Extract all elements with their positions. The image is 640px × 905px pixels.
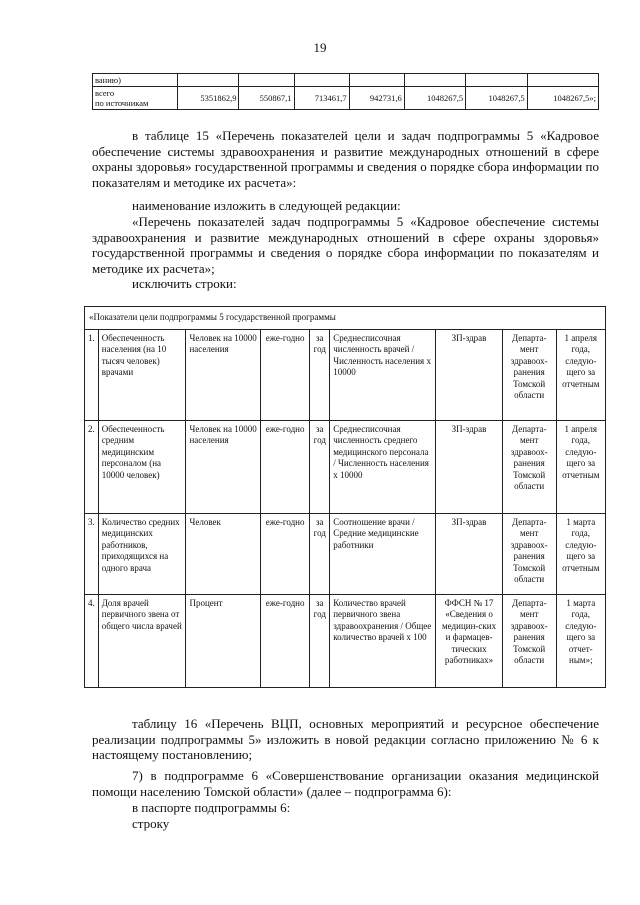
value-cell: 1048267,5 <box>466 87 527 110</box>
period: за год <box>310 594 330 687</box>
value-cell: 713461,7 <box>294 87 349 110</box>
indicator-name: Обеспеченность населения (на 10 тысяч человек) врачами <box>98 329 186 420</box>
responsible: Департа-мент здравоох-ранения Томской области <box>502 513 556 594</box>
value-cell: 5351862,9 <box>178 87 239 110</box>
responsible: Департа-мент здравоох-ранения Томской области <box>502 420 556 513</box>
paragraph-new-title: «Перечень показателей задач подпрограммы 5 «Кадровое обеспечение системы здравоохранения и развитие международных отношений в сфере охраны здоровья» государственной программы и сведения о порядке сбора информации по показателям и методике их расчета»; <box>92 214 599 276</box>
unit: Человек на 10000 населения <box>186 420 260 513</box>
source: ЗП-здрав <box>436 329 503 420</box>
table-caption: «Показатели цели подпрограммы 5 государственной программы <box>85 307 606 330</box>
deadline: 1 апреля года, следую-щего за отчетным <box>556 329 605 420</box>
table-row <box>93 87 599 110</box>
formula: Соотношение врачи / Средние медицинские работники <box>330 513 436 594</box>
unit: Человек <box>186 513 260 594</box>
table-row <box>85 420 606 513</box>
value-cell: 1048267,5»; <box>527 87 598 110</box>
formula: Количество врачей первичного звена здравоохранения / Общее количество врачей х 100 <box>330 594 436 687</box>
period: за год <box>310 420 330 513</box>
paragraph-table16: таблицу 16 «Перечень ВЦП, основных мероприятий и ресурсное обеспечение реализации подпрограммы 5» изложить в новой редакции согласно приложению № 6 к настоящему постановлению; <box>92 716 599 763</box>
paragraph-rename: наименование изложить в следующей редакции: <box>132 198 401 213</box>
paragraph-passport: в паспорте подпрограммы 6: <box>132 800 291 815</box>
indicator-name: Количество средних медицинских работников, приходящихся на одного врача <box>98 513 186 594</box>
paragraph-exclude-rows: исключить строки: <box>132 276 237 291</box>
row-label: ванию) <box>93 74 178 87</box>
table-row <box>85 513 606 594</box>
value-cell: 1048267,5 <box>404 87 465 110</box>
row-label: всего по источникам <box>93 87 178 110</box>
indicator-name: Доля врачей первичного звена от общего числа врачей <box>98 594 186 687</box>
period: за год <box>310 329 330 420</box>
source: ЗП-здрав <box>436 513 503 594</box>
responsible: Департа-мент здравоох-ранения Томской области <box>502 329 556 420</box>
value-cell: 942731,6 <box>349 87 404 110</box>
frequency: еже-годно <box>260 329 309 420</box>
row-number: 4. <box>85 594 99 687</box>
deadline: 1 марта года, следую-щего за отчет-ным»; <box>556 594 605 687</box>
table-row <box>85 594 606 687</box>
frequency: еже-годно <box>260 513 309 594</box>
paragraph-table15: в таблице 15 «Перечень показателей цели и задач подпрограммы 5 «Кадровое обеспечение системы здравоохранения и развитие международных отношений в сфере охраны здоровья» государственной программы и сведения о порядке сбора информации по показателям и методике их расчета»: <box>92 128 599 190</box>
unit: Процент <box>186 594 260 687</box>
formula: Среднесписочная численность среднего медицинского персонала / Численность населения х 10000 <box>330 420 436 513</box>
table-row <box>93 74 599 87</box>
deadline: 1 марта года, следую-щего за отчетным <box>556 513 605 594</box>
row-number: 3. <box>85 513 99 594</box>
indicators-table <box>84 306 606 688</box>
unit: Человек на 10000 населения <box>186 329 260 420</box>
period: за год <box>310 513 330 594</box>
row-number: 1. <box>85 329 99 420</box>
frequency: еже-годно <box>260 420 309 513</box>
value-cell: 550867,1 <box>239 87 294 110</box>
page-number: 19 <box>313 40 327 55</box>
frequency: еже-годно <box>260 594 309 687</box>
responsible: Департа-мент здравоох-ранения Томской области <box>502 594 556 687</box>
source: ЗП-здрав <box>436 420 503 513</box>
formula: Среднесписочная численность врачей / Численность населения х 10000 <box>330 329 436 420</box>
source: ФФСН № 17 «Сведения о медицин-ских и фармацев-тических работниках» <box>436 594 503 687</box>
paragraph-subprogram6: 7) в подпрограмме 6 «Совершенствование организации оказания медицинской помощи населению Томской области» (далее – подпрограмма 6): <box>92 768 599 799</box>
table-row <box>85 329 606 420</box>
budget-table-fragment <box>92 73 599 110</box>
paragraph-row: строку <box>132 816 170 831</box>
row-number: 2. <box>85 420 99 513</box>
indicator-name: Обеспеченность средним медицинским персоналом (на 10000 человек) <box>98 420 186 513</box>
deadline: 1 апреля года, следую-щего за отчетным <box>556 420 605 513</box>
table-header-row <box>85 307 606 330</box>
